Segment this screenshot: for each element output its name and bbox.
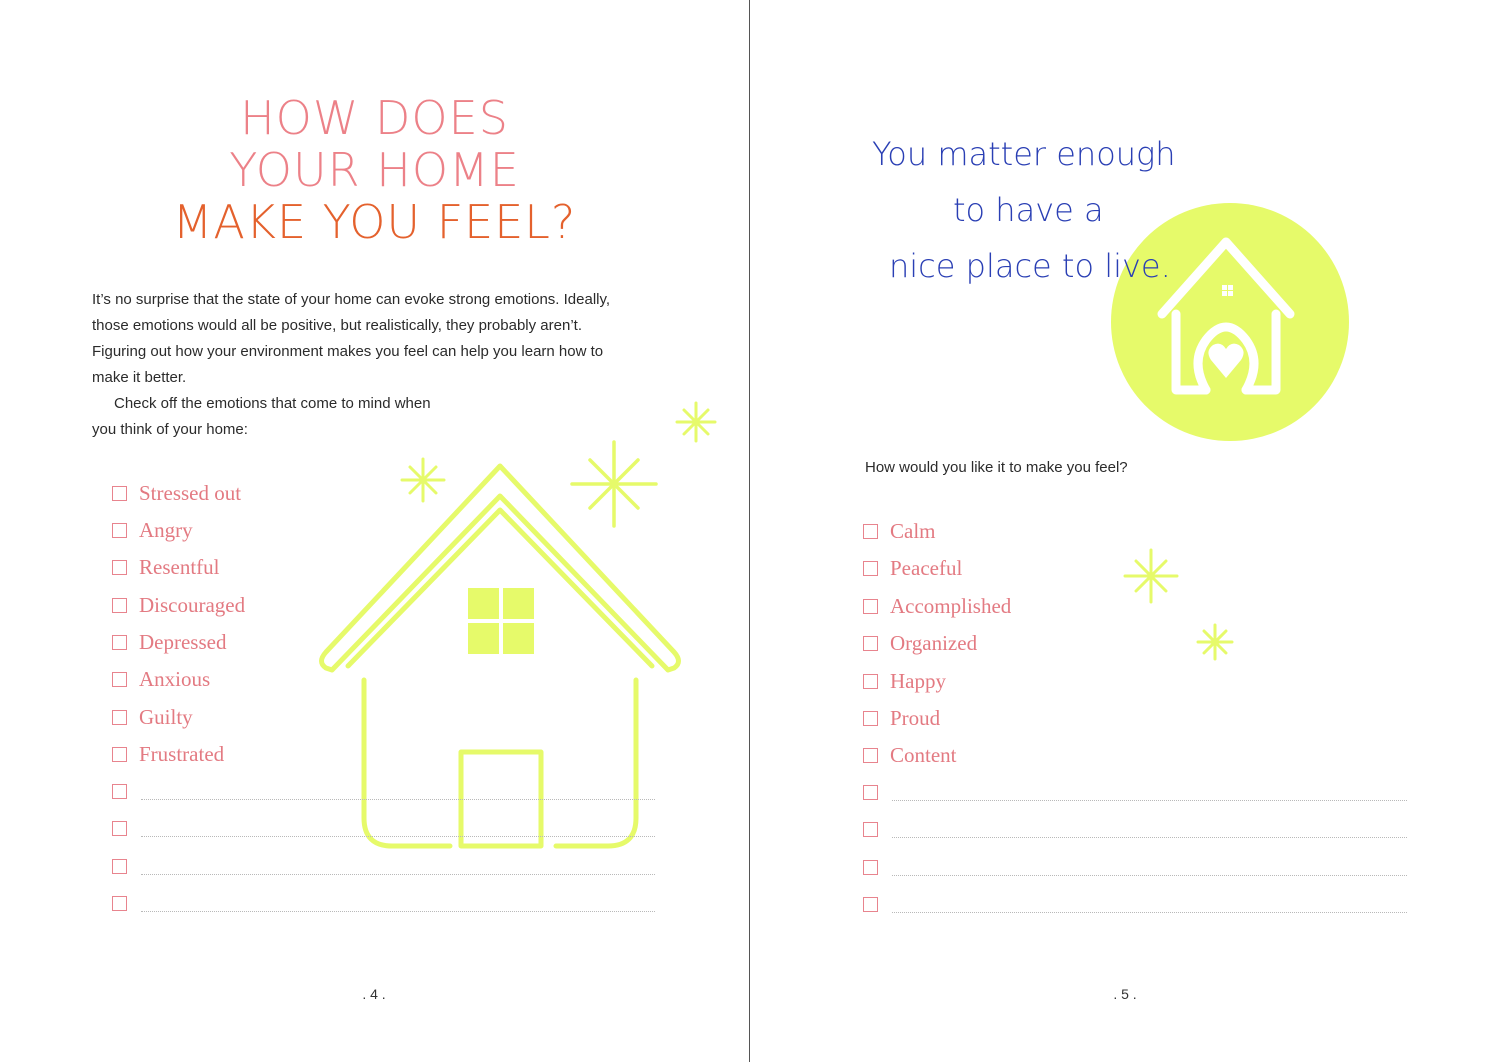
right-page bbox=[751, 0, 1500, 1062]
write-in-line[interactable] bbox=[141, 858, 655, 875]
sparkle-icon bbox=[1123, 548, 1179, 604]
checklist-blank-item[interactable] bbox=[112, 853, 655, 879]
write-in-line[interactable] bbox=[141, 820, 655, 837]
checklist-label: Frustrated bbox=[139, 741, 225, 766]
page-number: . 5 . bbox=[1113, 986, 1137, 1002]
write-in-line[interactable] bbox=[892, 859, 1407, 876]
checkbox[interactable] bbox=[112, 523, 127, 538]
title-line-1: HOW DOES bbox=[240, 91, 509, 145]
write-in-line[interactable] bbox=[892, 784, 1407, 801]
checkbox[interactable] bbox=[863, 748, 878, 763]
checklist-item[interactable] bbox=[863, 630, 977, 656]
checklist-item[interactable] bbox=[863, 518, 936, 544]
house-heart-circle-icon bbox=[1110, 202, 1350, 442]
checkbox[interactable] bbox=[112, 672, 127, 687]
checklist-item[interactable] bbox=[863, 742, 957, 768]
checkbox[interactable] bbox=[863, 860, 878, 875]
checkbox[interactable] bbox=[112, 747, 127, 762]
checkbox[interactable] bbox=[112, 859, 127, 874]
checklist-label: Stressed out bbox=[139, 480, 242, 505]
checkbox[interactable] bbox=[112, 896, 127, 911]
left-page bbox=[0, 0, 749, 1062]
tagline-line-2: to have a bbox=[953, 191, 1104, 229]
checklist-blank-item[interactable] bbox=[863, 854, 1407, 880]
checklist-label: Accomplished bbox=[890, 593, 1012, 618]
checkbox[interactable] bbox=[112, 635, 127, 650]
checkbox[interactable] bbox=[863, 674, 878, 689]
checklist-blank-item[interactable] bbox=[863, 779, 1407, 805]
checklist-item[interactable] bbox=[112, 554, 219, 580]
write-in-line[interactable] bbox=[892, 896, 1407, 913]
tagline-line-3: nice place to live. bbox=[889, 247, 1171, 285]
page-number: . 4 . bbox=[362, 986, 386, 1002]
checklist-label: Calm bbox=[890, 518, 936, 543]
checklist-item[interactable] bbox=[863, 555, 962, 581]
checklist-blank-item[interactable] bbox=[863, 891, 1407, 917]
checkbox[interactable] bbox=[112, 598, 127, 613]
checklist-label: Discouraged bbox=[139, 592, 246, 617]
checkbox[interactable] bbox=[112, 710, 127, 725]
instruction-line: Check off the emotions that come to mind when bbox=[114, 395, 431, 412]
checklist-label: Happy bbox=[890, 668, 946, 693]
instruction-line: you think of your home: bbox=[92, 421, 248, 438]
checklist-item[interactable] bbox=[112, 517, 193, 543]
checklist-item[interactable] bbox=[863, 593, 1011, 619]
checkbox[interactable] bbox=[863, 599, 878, 614]
checklist-blank-item[interactable] bbox=[863, 816, 1407, 842]
write-in-line[interactable] bbox=[141, 783, 655, 800]
intro-line: It’s no surprise that the state of your home can evoke strong emotions. Ideally, bbox=[92, 291, 611, 308]
sparkle-icon bbox=[570, 440, 658, 528]
checkbox[interactable] bbox=[112, 560, 127, 575]
title-line-3: MAKE YOU FEEL? bbox=[172, 195, 577, 249]
write-in-line[interactable] bbox=[141, 895, 655, 912]
checkbox[interactable] bbox=[863, 636, 878, 651]
sparkle-icon bbox=[400, 457, 446, 503]
checkbox[interactable] bbox=[112, 784, 127, 799]
checklist-item[interactable] bbox=[112, 741, 224, 767]
intro-line: those emotions would all be positive, but realistically, they probably aren’t. bbox=[92, 317, 582, 334]
checklist-item[interactable] bbox=[863, 705, 940, 731]
checklist-label: Organized bbox=[890, 630, 978, 655]
checkbox[interactable] bbox=[863, 711, 878, 726]
checklist-item[interactable] bbox=[112, 666, 210, 692]
title-line-2: YOUR HOME bbox=[229, 143, 520, 197]
prompt-text: How would you like it to make you feel? bbox=[865, 459, 1128, 476]
tagline-line-1: You matter enough bbox=[872, 135, 1176, 173]
checklist-item[interactable] bbox=[863, 668, 946, 694]
intro-line: make it better. bbox=[92, 369, 187, 386]
checkbox[interactable] bbox=[112, 486, 127, 501]
checklist-label: Depressed bbox=[139, 629, 227, 654]
checkbox[interactable] bbox=[863, 561, 878, 576]
checkbox[interactable] bbox=[863, 524, 878, 539]
checklist-item[interactable] bbox=[112, 480, 241, 506]
intro-line: Figuring out how your environment makes you feel can help you learn how to bbox=[92, 343, 604, 360]
checkbox[interactable] bbox=[863, 785, 878, 800]
checklist-label: Anxious bbox=[139, 666, 211, 691]
checklist-label: Resentful bbox=[139, 554, 220, 579]
checklist-item[interactable] bbox=[112, 704, 193, 730]
checklist-blank-item[interactable] bbox=[112, 778, 655, 804]
checkbox[interactable] bbox=[863, 897, 878, 912]
checklist-label: Angry bbox=[139, 517, 193, 542]
checklist-label: Content bbox=[890, 742, 957, 767]
checklist-item[interactable] bbox=[112, 629, 226, 655]
checklist-label: Proud bbox=[890, 705, 941, 730]
sparkle-icon bbox=[1197, 624, 1233, 660]
checklist-blank-item[interactable] bbox=[112, 815, 655, 841]
checklist-label: Peaceful bbox=[890, 555, 963, 580]
checklist-blank-item[interactable] bbox=[112, 890, 655, 916]
checklist-label: Guilty bbox=[139, 704, 193, 729]
checkbox[interactable] bbox=[112, 821, 127, 836]
write-in-line[interactable] bbox=[892, 821, 1407, 838]
sparkle-icon bbox=[676, 402, 716, 442]
checkbox[interactable] bbox=[863, 822, 878, 837]
checklist-item[interactable] bbox=[112, 592, 245, 618]
book-spine bbox=[749, 0, 750, 1062]
